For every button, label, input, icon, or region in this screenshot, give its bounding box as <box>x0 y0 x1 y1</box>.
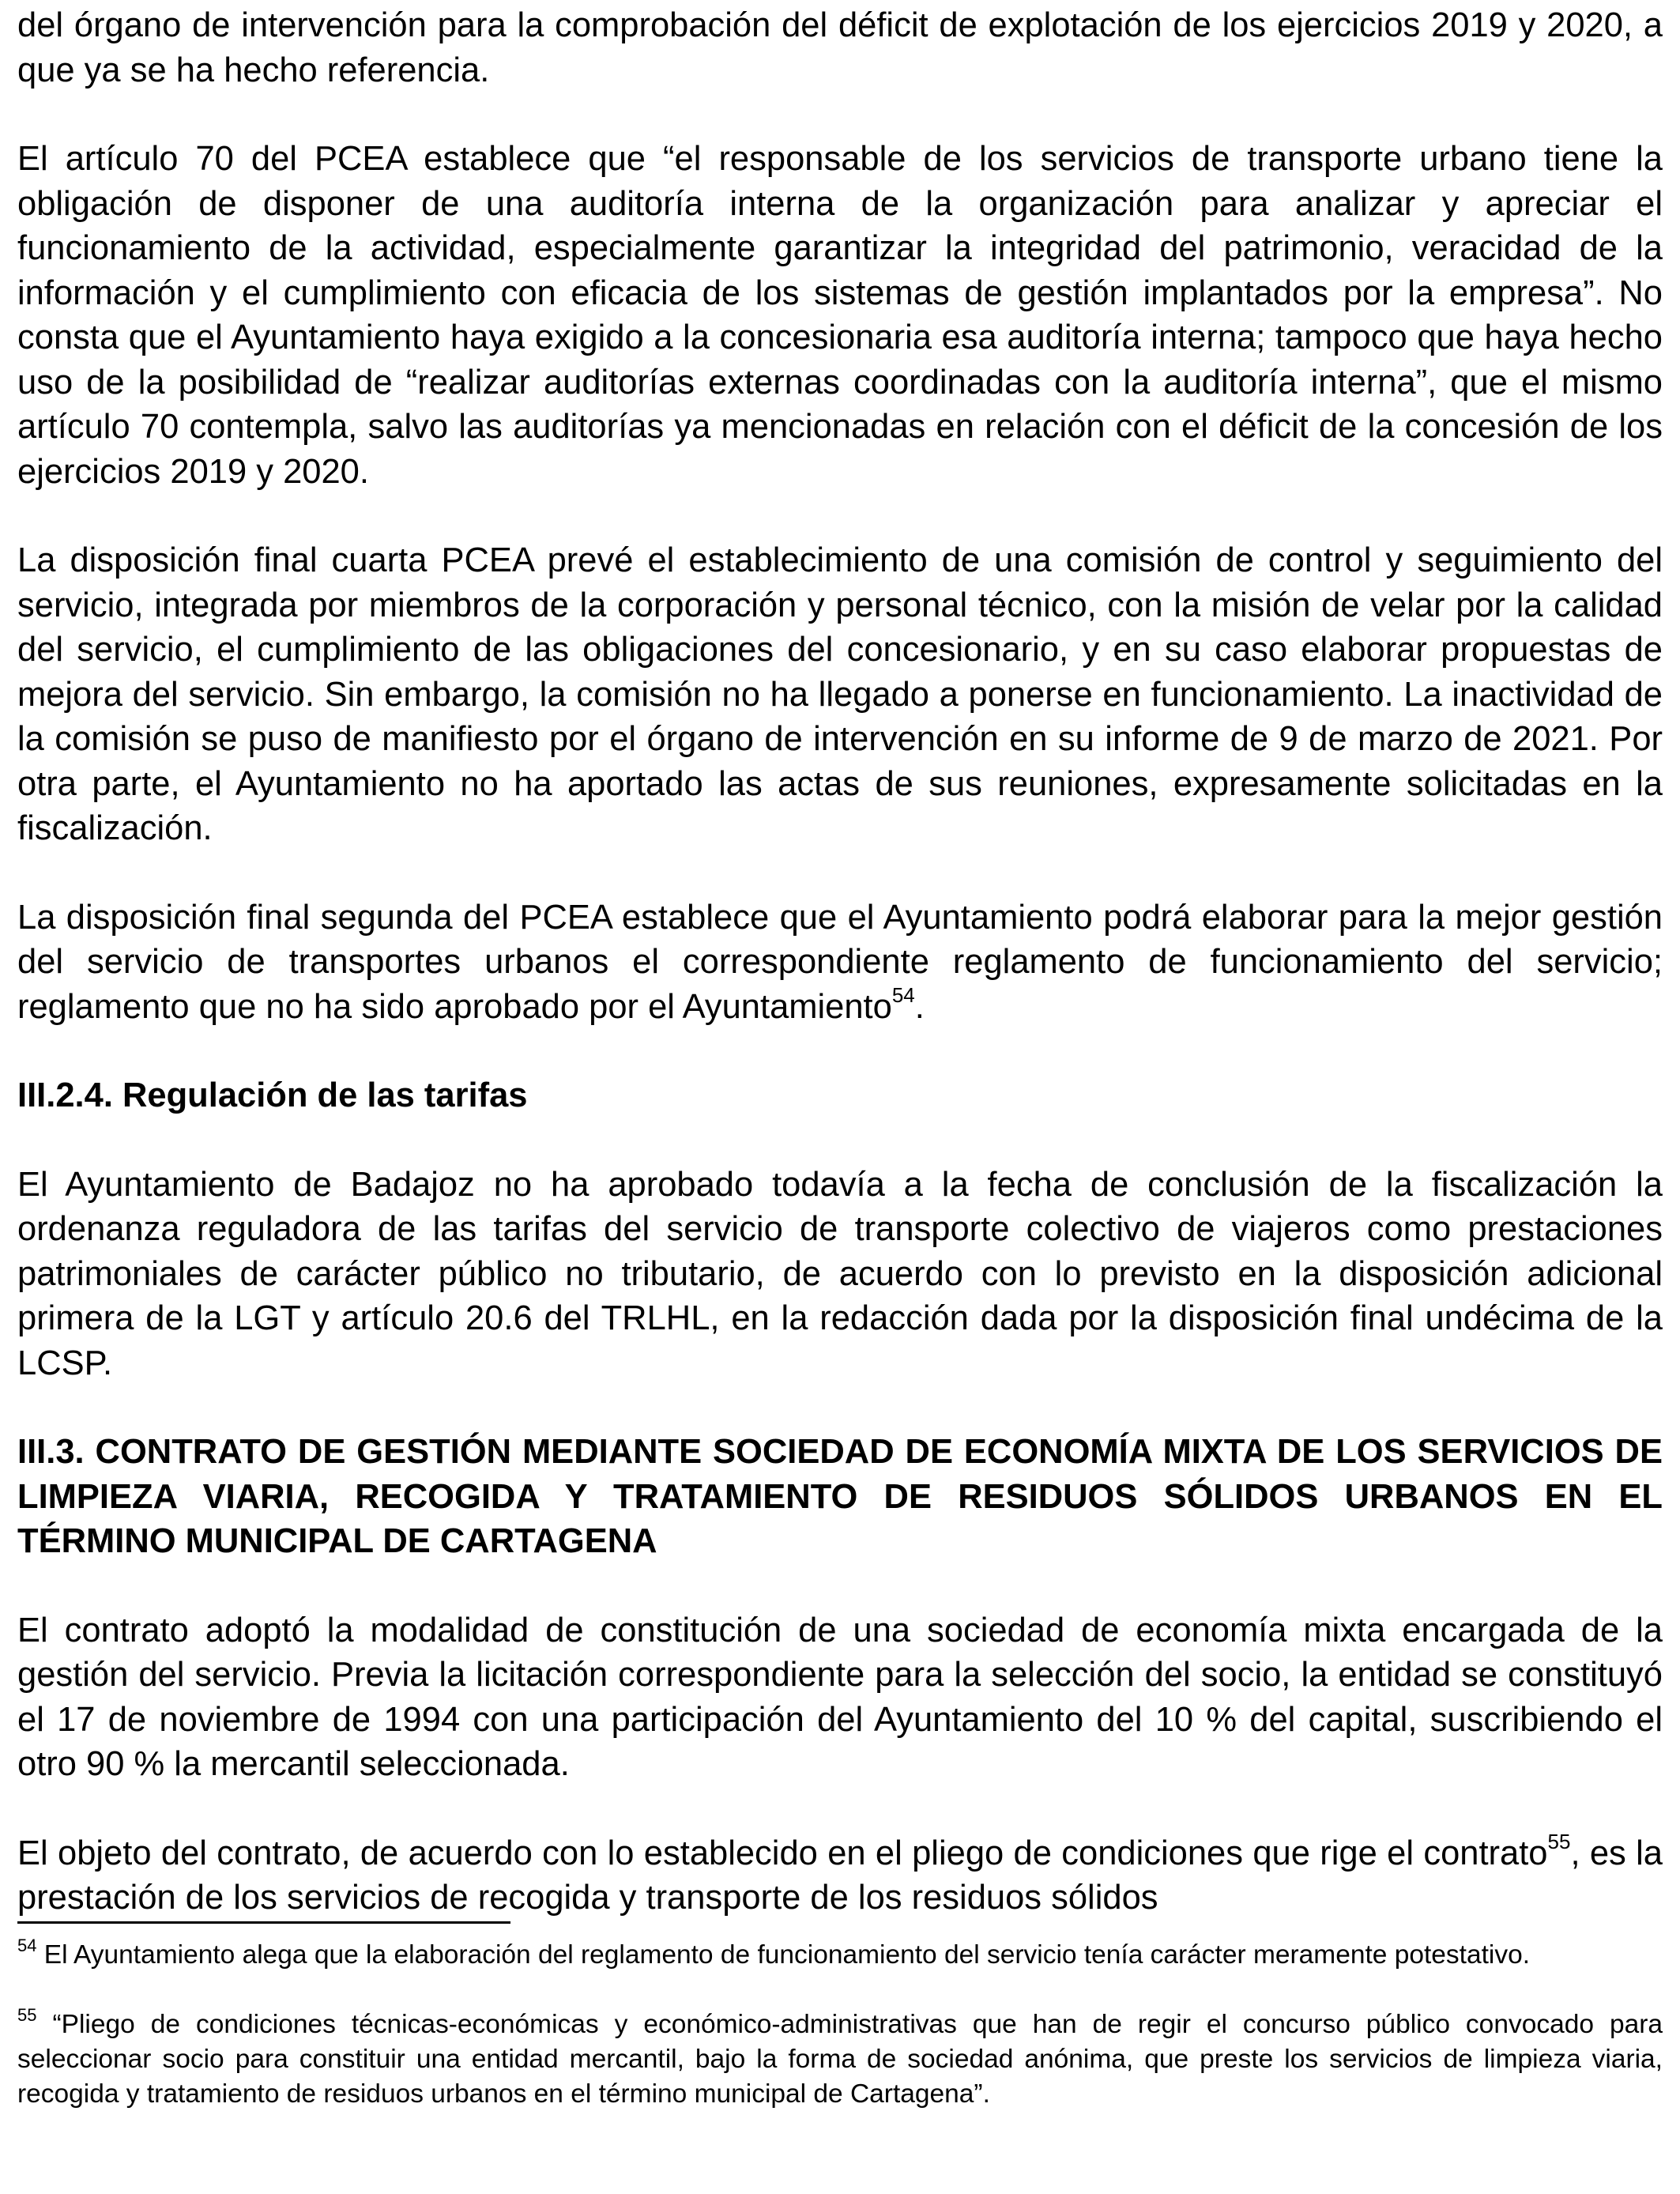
footnote-ref-54[interactable]: 54 <box>891 983 915 1007</box>
footnote-55 <box>17 2004 1663 2112</box>
paragraph-comision-control: La disposición final cuarta PCEA prevé el establecimiento de una comisión de control y seguimiento del servicio, integrada por miembros de la corporación y personal técnico, con la misión de velar por la calidad del servicio, el cumplimiento de las obligaciones del concesionario, y en su caso elaborar propuestas de mejora del servicio. Sin embargo, la comisión no ha llegado a ponerse en funcionamiento. La inactividad de la comisión se puso de manifiesto por el órgano de intervención en su informe de 9 de marzo de 2021. Por otra parte, el Ayuntamiento no ha aportado las actas de sus reuniones, expresamente solicitadas en la fiscalización. <box>17 541 1663 847</box>
section-heading-tarifas: III.2.4. Regulación de las tarifas <box>17 1076 528 1114</box>
section-heading-contrato-cartagena: III.3. CONTRATO DE GESTIÓN MEDIANTE SOCIEDAD DE ECONOMÍA MIXTA DE LOS SERVICIOS DE LIMPIEZA VIARIA, RECOGIDA Y TRATAMIENTO DE RESIDUOS SÓLIDOS URBANOS EN EL TÉRMINO MUNICIPAL DE CARTAGENA <box>17 1433 1663 1560</box>
footnote-54 <box>17 1935 1663 1973</box>
paragraph-reglamento-end: . <box>914 987 925 1026</box>
paragraph-reglamento <box>17 895 1663 1030</box>
paragraph-sociedad-mixta: El contrato adoptó la modalidad de constitución de una sociedad de economía mixta encargada de la gestión del servicio. Previa la licitación correspondiente para la selección del socio, la entidad se constituyó el 17 de noviembre de 1994 con una participación del Ayuntamiento del 10 % del capital, suscribiendo el otro 90 % la mercantil seleccionada. <box>17 1611 1663 1783</box>
paragraph-continuation: del órgano de intervención para la comprobación del déficit de explotación de los ejercicios 2019 y 2020, a que ya se ha hecho referencia. <box>17 6 1663 89</box>
paragraph-objeto-end: , es la prestación de los servicios de recogida y transporte de los residuos sólidos <box>17 1834 1663 1917</box>
paragraph-tarifas: El Ayuntamiento de Badajoz no ha aprobado todavía a la fecha de conclusión de la fiscalización la ordenanza reguladora de las tarifas del servicio de transporte colectivo de viajeros como prestaciones patrimoniales de carácter público no tributario, de acuerdo con lo previsto en la disposición adicional primera de la LGT y artículo 20.6 del TRLHL, en la redacción dada por la disposición final undécima de la LCSP. <box>17 1165 1663 1382</box>
footnote-number-54: 54 <box>17 1935 37 1955</box>
paragraph-objeto-contrato <box>17 1831 1663 1921</box>
footnote-ref-55[interactable]: 55 <box>1547 1830 1571 1853</box>
document-body <box>17 0 1663 1965</box>
footnote-number-55: 55 <box>17 2004 37 2025</box>
paragraph-objeto-text: El objeto del contrato, de acuerdo con lo establecido en el pliego de condiciones que rige el contrato <box>17 1834 1548 1872</box>
paragraph-reglamento-text: La disposición final segunda del PCEA establece que el Ayuntamiento podrá elaborar para la mejor gestión del servicio de transportes urbanos el correspondiente reglamento de funcionamiento del servicio; reglamento que no ha sido aprobado por el Ayuntamiento <box>17 898 1663 1026</box>
footnote-54-text: El Ayuntamiento alega que la elaboración del reglamento de funcionamiento del servicio tenía carácter meramente potestativo. <box>36 1940 1531 1970</box>
footnotes-section <box>17 1935 1663 2147</box>
paragraph-auditoria-interna: El artículo 70 del PCEA establece que “el responsable de los servicios de transporte urbano tiene la obligación de disponer de una auditoría interna de la organización para analizar y apreciar el funcionamiento de la actividad, especialmente garantizar la integridad del patrimonio, veracidad de la información y el cumplimiento con eficacia de los sistemas de gestión implantados por la empresa”. No consta que el Ayuntamiento haya exigido a la concesionaria esa auditoría interna; tampoco que haya hecho uso de la posibilidad de “realizar auditorías externas coordinadas con la auditoría interna”, que el mismo artículo 70 contempla, salvo las auditorías ya mencionadas en relación con el déficit de la concesión de los ejercicios 2019 y 2020. <box>17 140 1663 491</box>
footnote-divider <box>17 1921 510 1924</box>
footnote-55-text: “Pliego de condiciones técnicas-económicas y económico-administrativas que han de regir el concurso público convocado para seleccionar socio para constituir una entidad mercantil, bajo la forma de sociedad anónima, que preste los servicios de limpieza viaria, recogida y tratamiento de residuos urbanos en el término municipal de Cartagena”. <box>17 2010 1663 2109</box>
